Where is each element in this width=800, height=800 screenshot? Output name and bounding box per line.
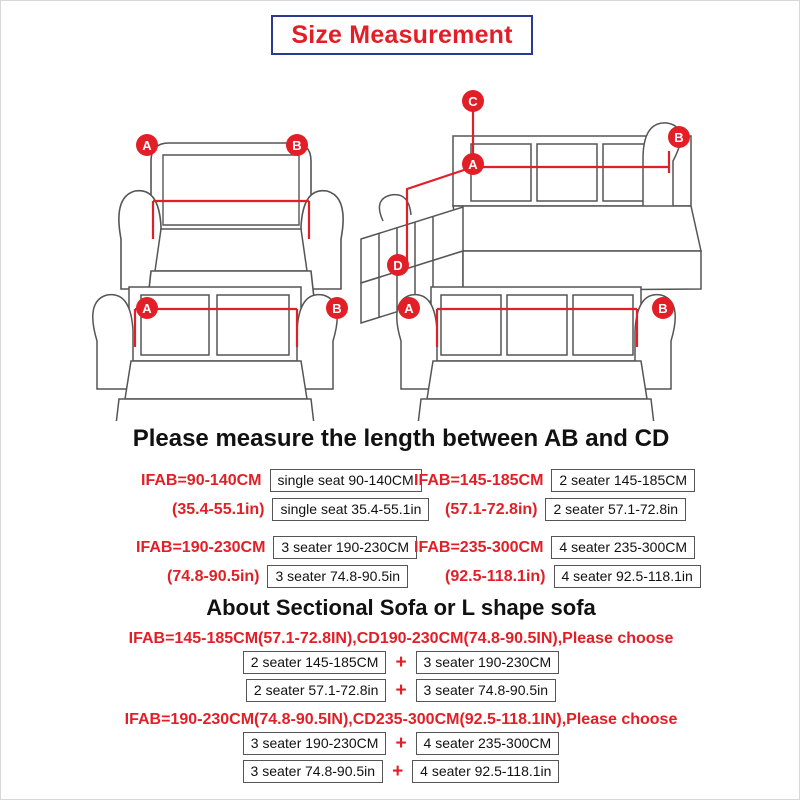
sectional-line-2: IFAB=190-230CM(74.8-90.5IN),CD235-300CM(92.5-118.1IN),Please choose <box>124 711 678 728</box>
spec-box[interactable]: 3 seater 190-230CM <box>273 536 417 559</box>
spec-label: (92.5-118.1in) <box>445 567 546 585</box>
heading-sectional: About Sectional Sofa or L shape sofa <box>206 595 596 620</box>
spec-box[interactable]: 4 seater 92.5-118.1in <box>554 565 701 588</box>
marker-b-single <box>286 134 308 156</box>
marker-a-two-seater <box>136 297 158 319</box>
svg-text:B: B <box>332 301 342 316</box>
marker-b-three-seater <box>652 297 674 319</box>
combo-left-box[interactable]: 2 seater 57.1-72.8in <box>246 679 387 702</box>
plus-sign: + <box>395 651 407 673</box>
sofa-illustrations <box>1 61 800 421</box>
spec-box[interactable]: 4 seater 235-300CM <box>551 536 695 559</box>
combo-left-box[interactable]: 2 seater 145-185CM <box>243 651 387 674</box>
spec-label: IFAB=235-300CM <box>414 538 544 556</box>
combo-left-box[interactable]: 3 seater 190-230CM <box>243 732 387 755</box>
spec-box[interactable]: 2 seater 57.1-72.8in <box>545 498 686 521</box>
marker-d-sectional <box>387 254 409 276</box>
three-seater-illustration <box>397 287 675 421</box>
combo-right-box[interactable]: 3 seater 74.8-90.5in <box>416 679 557 702</box>
sectional-combo-1 <box>1 651 800 674</box>
spec-label: (57.1-72.8in) <box>445 500 538 518</box>
spec-row-single-cm <box>141 469 422 492</box>
plus-sign: + <box>392 760 404 782</box>
svg-text:A: A <box>142 301 152 316</box>
title-banner <box>271 15 533 55</box>
marker-a-three-seater <box>398 297 420 319</box>
combo-left-box[interactable]: 3 seater 74.8-90.5in <box>243 760 384 783</box>
marker-b-two-seater <box>326 297 348 319</box>
marker-a-single <box>136 134 158 156</box>
spec-row-2seater-in <box>445 498 686 521</box>
spec-row-single-in <box>172 498 429 521</box>
spec-label: (74.8-90.5in) <box>167 567 260 585</box>
spec-row-2seater-cm <box>414 469 695 492</box>
heading-measure: Please measure the length between AB and CD <box>132 425 670 452</box>
page-title: Size Measurement <box>291 20 513 49</box>
sectional-combo-4 <box>1 760 800 783</box>
svg-text:C: C <box>468 94 478 109</box>
svg-text:B: B <box>674 130 684 145</box>
marker-c-sectional <box>462 90 484 112</box>
two-seater-illustration <box>93 287 337 421</box>
sectional-line-1: IFAB=145-185CM(57.1-72.8IN),CD190-230CM(74.8-90.5IN),Please choose <box>128 630 674 647</box>
svg-text:B: B <box>658 301 668 316</box>
spec-row-4seater-cm <box>414 536 695 559</box>
sectional-combo-2 <box>1 679 800 702</box>
spec-box[interactable]: 2 seater 145-185CM <box>551 469 695 492</box>
svg-text:D: D <box>393 258 403 273</box>
spec-label: IFAB=145-185CM <box>414 471 544 489</box>
combo-right-box[interactable]: 4 seater 92.5-118.1in <box>412 760 559 783</box>
spec-row-3seater-in <box>167 565 408 588</box>
plus-sign: + <box>395 732 407 754</box>
combo-right-box[interactable]: 3 seater 190-230CM <box>416 651 560 674</box>
spec-box[interactable]: single seat 35.4-55.1in <box>272 498 429 521</box>
combo-right-box[interactable]: 4 seater 235-300CM <box>416 732 560 755</box>
svg-text:B: B <box>292 138 302 153</box>
spec-row-4seater-in <box>445 565 701 588</box>
spec-box[interactable]: single seat 90-140CM <box>270 469 422 492</box>
svg-text:A: A <box>404 301 414 316</box>
spec-label: IFAB=190-230CM <box>136 538 266 556</box>
sectional-combo-3 <box>1 732 800 755</box>
marker-b-sectional <box>668 126 690 148</box>
marker-a-sectional <box>462 153 484 175</box>
plus-sign: + <box>395 679 407 701</box>
spec-box[interactable]: 3 seater 74.8-90.5in <box>267 565 408 588</box>
spec-label: (35.4-55.1in) <box>172 500 265 518</box>
svg-text:A: A <box>142 138 152 153</box>
spec-label: IFAB=90-140CM <box>141 471 262 489</box>
svg-text:A: A <box>468 157 478 172</box>
spec-row-3seater-cm <box>136 536 417 559</box>
